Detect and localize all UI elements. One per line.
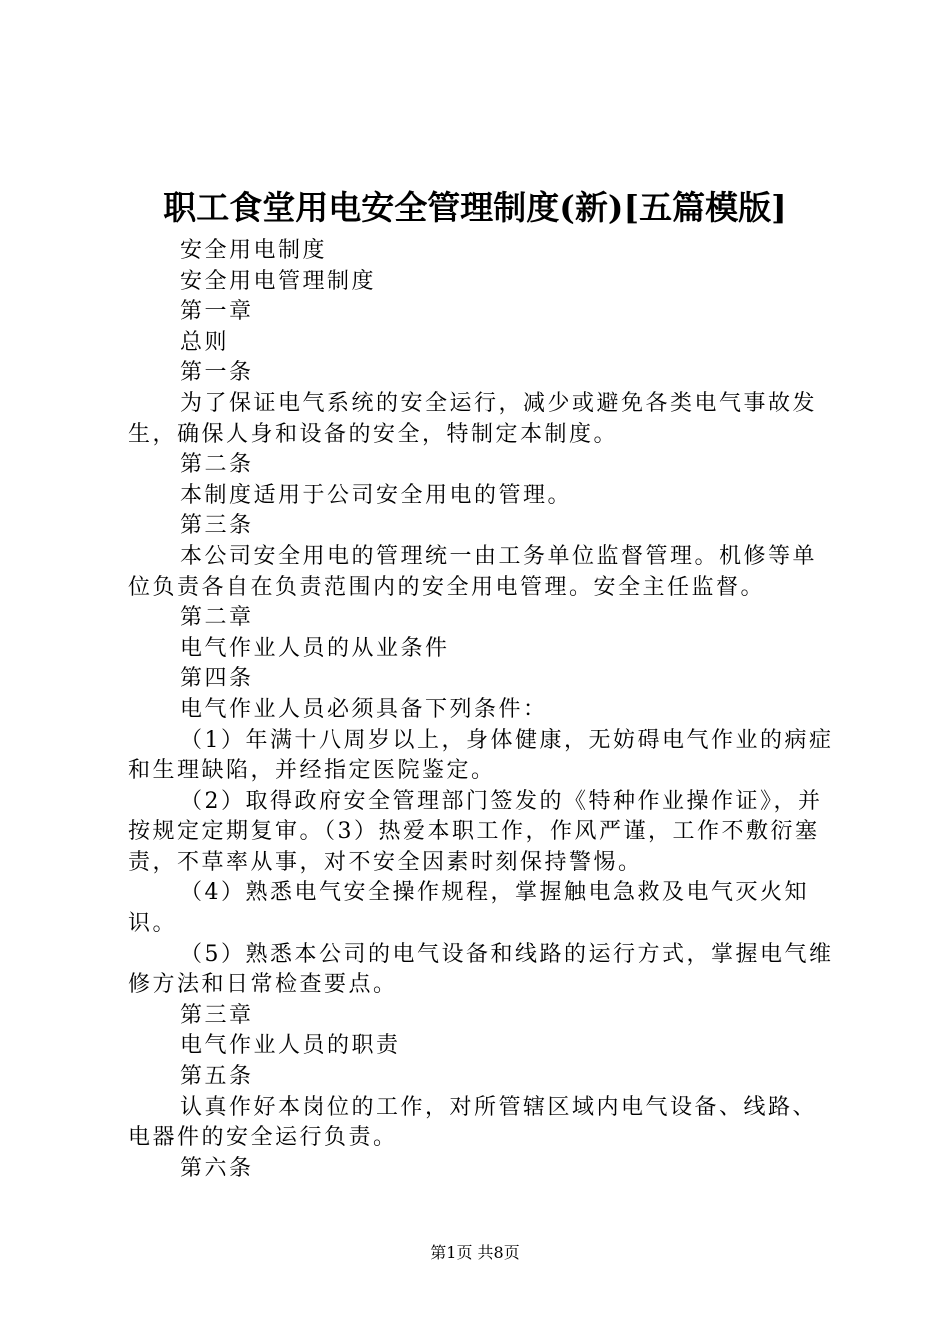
article-heading: 第一条 bbox=[180, 360, 254, 386]
article-heading: 第四条 bbox=[180, 666, 254, 692]
chapter-title: 电气作业人员的从业条件 bbox=[180, 635, 450, 661]
paragraph: 本公司安全用电的管理统一由工务单位监督管理。机修等单位负责各自在负责范围内的安全用电管理。安全主任监督。 bbox=[128, 543, 818, 600]
chapter-title: 总则 bbox=[180, 329, 230, 355]
paragraph: 认真作好本岗位的工作，对所管辖区域内电气设备、线路、电器件的安全运行负责。 bbox=[128, 1094, 818, 1151]
list-item: （1）年满十八周岁以上，身体健康，无妨碍电气作业的病症和生理缺陷，并经指定医院鉴定。 bbox=[128, 727, 834, 784]
document-title: 职工食堂用电安全管理制度(新)[五篇模版] bbox=[163, 188, 787, 227]
document-body bbox=[128, 236, 834, 1184]
list-item: （5）熟悉本公司的电气设备和线路的运行方式，掌握电气维修方法和日常检查要点。 bbox=[128, 941, 834, 998]
article-heading: 第二条 bbox=[180, 452, 254, 478]
chapter-heading: 第一章 bbox=[180, 299, 254, 325]
chapter-heading: 第三章 bbox=[180, 1002, 254, 1028]
paragraph: 安全用电制度 bbox=[180, 238, 328, 263]
paragraph: 电气作业人员必须具备下列条件： bbox=[180, 696, 548, 722]
article-heading: 第五条 bbox=[180, 1064, 254, 1090]
article-heading: 第三条 bbox=[180, 513, 254, 539]
paragraph: 本制度适用于公司安全用电的管理。 bbox=[180, 482, 573, 508]
paragraph: 安全用电管理制度 bbox=[180, 268, 377, 294]
paragraph: 为了保证电气系统的安全运行，减少或避免各类电气事故发生，确保人身和设备的安全，特制定本制度。 bbox=[128, 390, 818, 447]
list-item: （4）熟悉电气安全操作规程，掌握触电急救及电气灭火知识。 bbox=[128, 880, 809, 937]
article-heading: 第六条 bbox=[180, 1155, 254, 1181]
list-item: （2）取得政府安全管理部门签发的《特种作业操作证》，并按规定定期复审。（3）热爱本职工作，作风严谨，工作不敷衍塞责，不草率从事，对不安全因素时刻保持警惕。 bbox=[128, 788, 823, 875]
chapter-title: 电气作业人员的职责 bbox=[180, 1033, 401, 1059]
chapter-heading: 第二章 bbox=[180, 605, 254, 631]
page-number-footer: 第1页 共8页 bbox=[430, 1243, 520, 1262]
